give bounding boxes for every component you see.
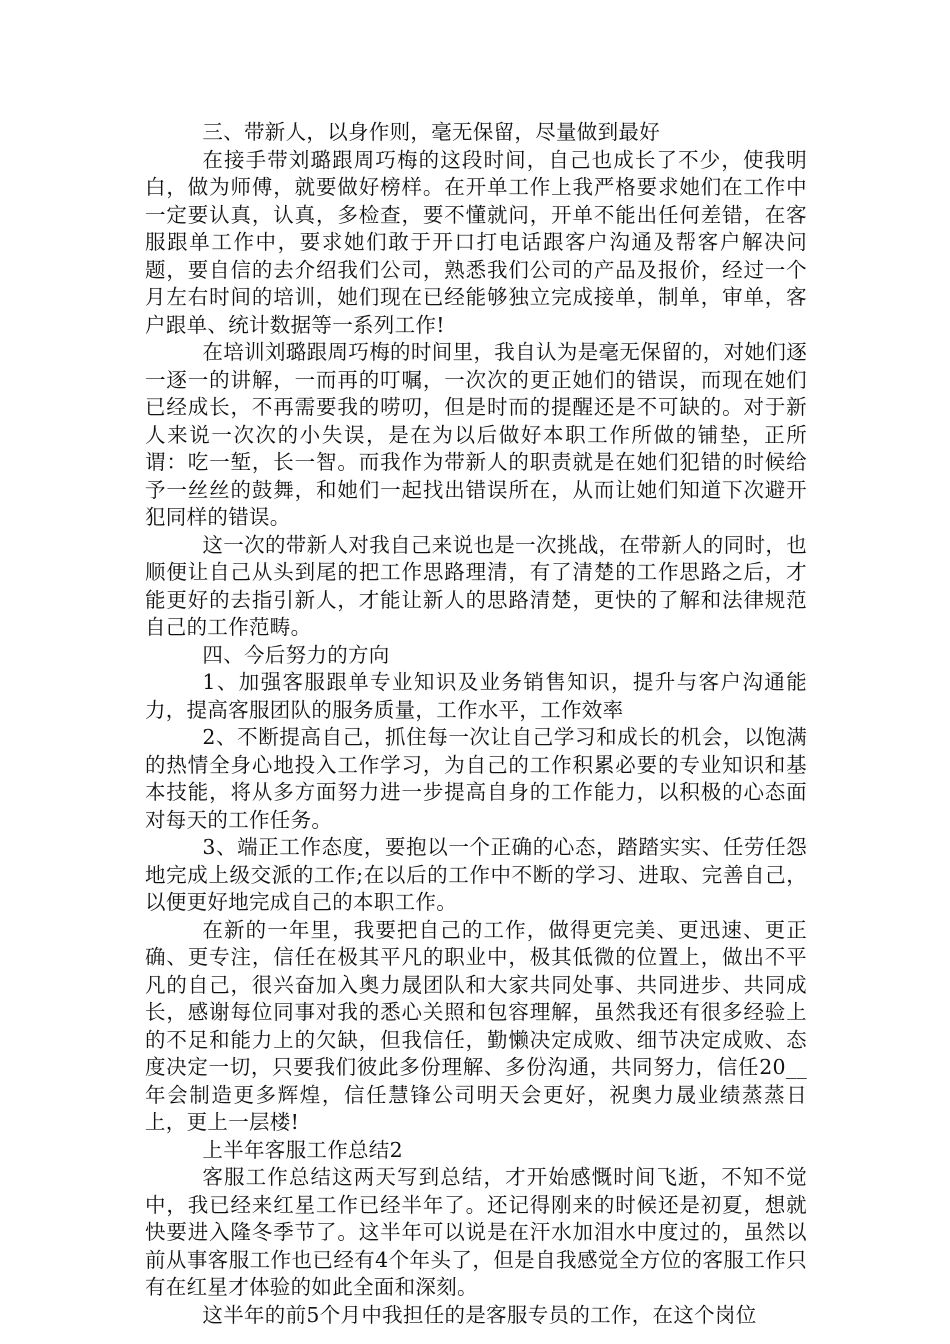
- section-title-summary-2: 上半年客服工作总结2: [202, 1137, 403, 1162]
- section-heading-training-newcomers: 三、带新人，以身作则，毫无保留，尽量做到最好: [202, 120, 660, 144]
- section-heading-future-direction: 四、今后努力的方向: [202, 642, 390, 667]
- paragraph: 客服工作总结这两天写到总结，才开始感慨时间飞逝，不知不觉中，我已经来红星工作已经半年了。还记得刚来的时候还是初夏，想就快要进入隆冬季节了。这半年可以说是在汗水加泪水中度过的，虽然以前从事客服工作也已经有4个年头了，但是自我感觉全方位的客服工作只有在红星才体验的如此全面和深刻。: [145, 1165, 807, 1299]
- list-item: 3、端正工作态度，要抱以一个正确的心态，踏踏实实、任劳任怨地完成上级交派的工作;在以后的工作中不断的学习、进取、完善自己，以便更好地完成自己的本职工作。: [145, 835, 807, 914]
- paragraph: 在培训刘璐跟周巧梅的时间里，我自认为是毫无保留的，对她们逐一逐一的讲解，一而再的叮嘱，一次次的更正她们的错误，而现在她们已经成长，不再需要我的唠叨，但是时而的提醒还是不可缺的。对于新人来说一次次的小失误，是在为以后做好本职工作所做的铺垫，正所谓：吃一堑，长一智。而我作为带新人的职责就是在她们犯错的时候给予一丝丝的鼓舞，和她们一起找出错误所在，从而让她们知道下次避开犯同样的错误。: [145, 340, 807, 529]
- paragraph: 在新的一年里，我要把自己的工作，做得更完美、更迅速、更正确、更专注，信任在极其平凡的职业中，极其低微的位置上，做出不平凡的自己，很兴奋加入奥力晟团队和大家共同处事、共同进步、共同成长，感谢每位同事对我的悉心关照和包容理解，虽然我还有很多经验上的不足和能力上的欠缺，但我信任，勤懒决定成败、细节决定成败、态度决定一切，只要我们彼此多份理解、多份沟通，共同努力，信任20__年会制造更多辉煌，信任慧锋公司明天会更好，祝奥力晟业绩蒸蒸日上，更上一层楼!: [145, 917, 807, 1134]
- paragraph: 这半年的前5个月中我担任的是客服专员的工作，在这个岗位: [202, 1302, 757, 1327]
- paragraph: 这一次的带新人对我自己来说也是一次挑战，在带新人的同时，也顺便让自己从头到尾的把工作思路理清，有了清楚的工作思路之后，才能更好的去指引新人，才能让新人的思路清楚，更快的了解和法律规范自己的工作范畴。: [145, 532, 807, 639]
- list-item: 2、不断提高自己，抓住每一次让自己学习和成长的机会，以饱满的热情全身心地投入工作学习，为自己的工作积累必要的专业知识和基本技能，将从多方面努力进一步提高自身的工作能力，以积极的心态面对每天的工作任务。: [145, 725, 807, 832]
- document-body: [145, 119, 807, 1329]
- paragraph: 在接手带刘璐跟周巧梅的这段时间，自己也成长了不少，使我明白，做为师傅，就要做好榜样。在开单工作上我严格要求她们在工作中一定要认真，认真，多检查，要不懂就问，开单不能出任何差错，在客服跟单工作中，要求她们敢于开口打电话跟客户沟通及帮客户解决问题，要自信的去介绍我们公司，熟悉我们公司的产品及报价，经过一个月左右时间的培训，她们现在已经能够独立完成接单，制单，审单，客户跟单、统计数据等一系列工作!: [145, 147, 807, 337]
- list-item: 1、加强客服跟单专业知识及业务销售知识，提升与客户沟通能力，提高客服团队的服务质量，工作水平，工作效率: [145, 670, 807, 722]
